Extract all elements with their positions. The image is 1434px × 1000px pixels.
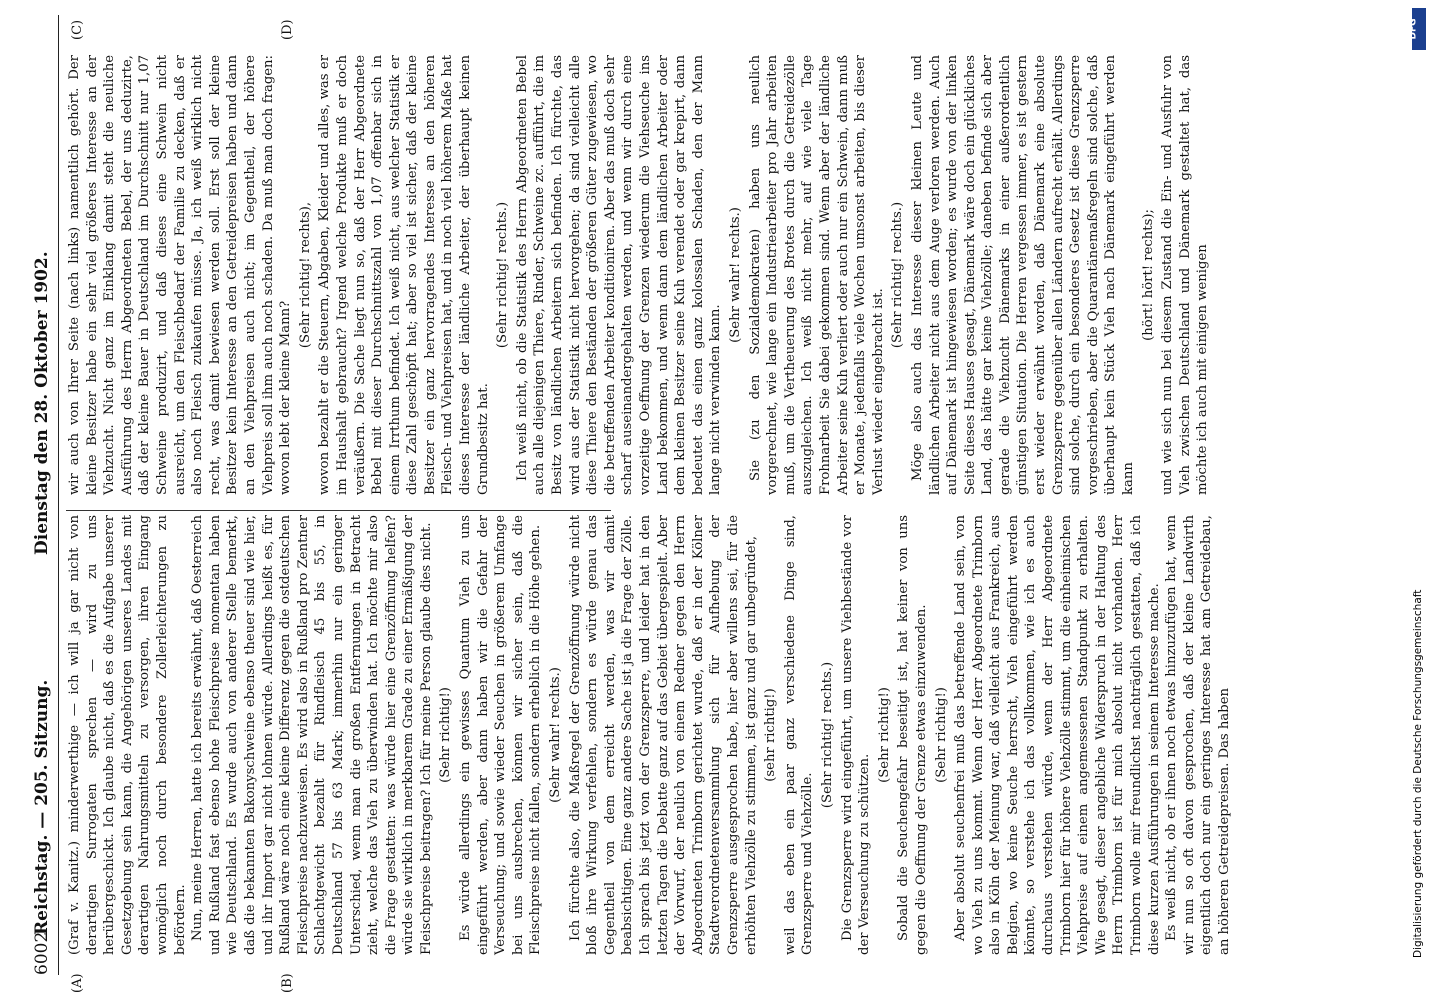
paragraph: wir auch von Ihrer Seite (nach links) namentlich gehört. Der kleine Besitzer habe ein sehr viel größeres Interesse an der Viehzucht. Nicht ganz im Einklang damit steht die neuliche Ausführung des Herrn Abgeordneten Bebel, der uns deduzirte, daß der kleine Bauer in Deutschland im Durchschnitt nur 1,07 Schweine produzirt, und daß dieses eine Schwein nicht ausreicht, um den Fleischbedarf der Familie zu decken, daß er also noch Fleisch zukaufen müsse. Ja, ich weiß wirklich nicht recht, was damit bewiesen werden soll. Erst soll der kleine Besitzer kein Interesse an den Getreidepreisen haben und dann an den Viehpreisen auch nicht; im Gegentheil, der höhere Viehpreis soll ihm auch noch schaden. Da muß man doch fragen: wovon lebt der kleine Mann? xyxy=(67,55,294,495)
interjection: (Sehr richtig! rechts.) xyxy=(495,201,511,349)
header-rule xyxy=(58,15,59,975)
paragraph: Möge also auch das Interesse dieser kleinen Leute und ländlichen Arbeiter nicht aus dem Auge verloren werden. Auch auf Dänemark ist hingewiesen worden; es wurde von der linken Seite dieses Hauses gesagt, Dänemark wäre doch ein glückliches Land, das hätte gar keine Viehzölle; daneben befinde sich aber gerade die Viehzucht Dänemarks in einer außerordentlich günstigen Situation. Die Herren vergessen immer, es ist gestern erst wieder erwähnt worden, daß Dänemark eine absolute Grenzsperre gegenüber allen Ländern aufrecht erhält. Allerdings sind solche, durch ein besonderes Gesetz ist diese Grenzsperre vorgeschrieben, aber die Quarantänemaßregeln sind solche, daß überhaupt kein Stück Vieh nach Dänemark eingeführt werden kann xyxy=(909,55,1137,495)
margin-mark-d: (D) xyxy=(280,19,295,40)
page-header xyxy=(30,15,54,975)
paragraph: Sobald die Seuchengefahr beseitigt ist, hat keiner von uns gegen die Oeffnung der Grenze etwas einzuwenden. xyxy=(896,515,929,955)
interjection: (Sehr richtig! rechts), xyxy=(297,201,313,349)
paragraph: wovon bezahlt er die Steuern, Abgaben, Kleider und alles, was er im Haushalt gebraucht? Irgend welche Produkte muß er doch veräußern. Die Sache liegt nun so, daß der Herr Abgeordnete Bebel mit dieser Durchschnittszahl von 1,07 offenbar sich in einem Irrthum befindet. Ich weiß nicht, aus welcher Statistik er diese Zahl geschöpft hat; aber so viel ist sicher, daß der kleine Besitzer ein ganz hervorragendes Interesse an den höheren Fleisch- und Viehpreisen hat, und in noch viel höherem Maße hat dieses Interesse der ländliche Arbeiter, der überhaupt keinen Grundbesitz hat. xyxy=(317,55,491,495)
interjection: (Sehr richtig!) xyxy=(438,687,454,783)
margin-mark-c: (C) xyxy=(70,19,85,40)
header-date: Dienstag den 28. Oktober 1902. xyxy=(32,251,52,555)
page-number: 6002 xyxy=(32,931,52,975)
interjection: (Sehr wahr! rechts.) xyxy=(548,667,564,803)
column-divider xyxy=(66,510,611,511)
paragraph: Es würde allerdings ein gewisses Quantum Vieh zu uns eingeführt werden, aber dann haben wir die Gefahr der Verseuchung; und sowie wieder Seuchen in größerem Umfange bei uns ausbrechen, können wir sicher sein, daß die Fleischpreise nicht fallen, sondern erheblich in die Höhe gehen. xyxy=(458,515,544,955)
paragraph: Sie (zu den Sozialdemokraten) haben uns neulich vorgerechnet, wie lange ein Industriearbeiter pro Jahr arbeiten muß, um die Vertheuerung des Brotes durch die Getreidezölle auszugleichen. Ich weiß nicht mehr, auf wie viele Tage Frohnarbeit Sie dabei gekommen sind. Wenn aber der ländliche Arbeiter seine Kuh verliert oder auch nur ein Schwein, dann muß er Monate, jedenfalls viele Wochen umsonst arbeiten, bis dieser Verlust wieder eingebracht ist. xyxy=(747,55,886,495)
paragraph: Es weiß nicht, ob er ihnen noch etwas hinzuzufügen hat, wenn wir nun so oft davon gesprochen, daß der kleine Landwirth eigentlich doch nur ein geringes Interesse hat am Getreidebau, an höheren Getreidepreisen. Das haben xyxy=(1164,515,1232,955)
dfg-logo: DFG xyxy=(1412,8,1426,50)
interjection: (hört! hört! rechts); xyxy=(1140,209,1156,341)
paragraph: und wie sich nun bei diesem Zustand die Ein- und Ausfuhr von Vieh zwischen Deutschland und Dänemark gestaltet hat, das möchte ich auch mit einigen wenigen xyxy=(1160,55,1211,495)
text-column-left xyxy=(66,515,1234,955)
credit-text: Digitalisierung gefördert durch die Deutsche Forschungsgemeinschaft xyxy=(1412,589,1424,958)
interjection: (Sehr richtig! rechts.) xyxy=(890,201,906,349)
paragraph: Ich weiß nicht, ob die Statistik des Herrn Abgeordneten Bebel auch alle diejenigen Thiere, Rinder, Schweine zc. aufführt, die im Besitz von ländlichen Arbeitern sich befinden. Ich fürchte, das wird aus der Statistik nicht hervorgehen; da sind vielleicht alle diese Thiere den Beständen der größeren Güter zugewiesen, wo die betreffenden Arbeiter konditioniren. Aber das muß doch sehr scharf auseinandergehalten werden, und wenn wir durch eine vorzeitige Oeffnung der Grenzen wiederum die Viehseuche ins Land bekommen, und wenn dann dem ländlichen Arbeiter oder dem kleinen Besitzer seine Kuh verendet oder gar krepirt, dann bedeutet das einen ganz kolossalen Schaden, den der Mann lange nicht verwinden kann. xyxy=(514,55,724,495)
text-column-right xyxy=(66,55,1212,495)
interjection: (Sehr richtig!) xyxy=(933,687,949,783)
interjection: (Sehr wahr! rechts.) xyxy=(727,207,743,343)
paragraph: (Graf v. Kanitz.) minderwerthige — ich will ja gar nicht von derartigen Surrogaten sprechen — wird zu uns herübergeschickt. Ich glaube nicht, daß es die Aufgabe unserer Gesetzgebung sein kann, die Angehörigen unseres Landes mit derartigen Nahrungsmitteln zu versorgen, ihren Eingang womöglich noch durch besondere Zollerleichterungen zu befördern. xyxy=(67,515,188,955)
paragraph: weil das eben ein paar ganz verschiedene Dinge sind, Grenzsperre und Viehzölle. xyxy=(782,515,816,955)
digitization-credit xyxy=(1408,8,1428,1000)
header-session-title: Reichstag. — 205. Sitzung. xyxy=(32,679,52,935)
paragraph: Ich fürchte also, die Maßregel der Grenzöffnung würde nicht bloß ihre Wirkung verfehlen, sondern es würde genau das Gegentheil von dem erreicht werden, was wir damit beabsichtigen. Eine ganz andere Sache ist ja die Frage der Zölle. Ich sprach bis jetzt von der Grenzsperre, und leider hat in den letzten Tagen die Debatte ganz auf das Gebiet übergespielt. Aber der Vorwurf, der neulich von einem Redner gegen den Herrn Abgeordneten Trimborn gerichtet wurde, daß er in der Kölner Stadtverordnetenversammlung sich für Aufhebung der Grenzsperre ausgesprochen habe, hier aber willens sei, für die erhöhten Viehzölle zu stimmen, ist ganz und gar unbegründet, xyxy=(567,515,759,955)
rotated-page-content xyxy=(30,15,1380,993)
interjection: (Sehr richtig! rechts.) xyxy=(819,661,835,809)
interjection: (sehr richtig!) xyxy=(763,688,779,782)
margin-mark-a: (A) xyxy=(70,973,85,993)
paragraph: Aber absolut seuchenfrei muß das betreffende Land sein, von wo Vieh zu uns kommt. Wenn der Herr Abgeordnete Trimborn also in Köln der Meinung war, daß vielleicht aus Frankreich, aus Belgien, wo keine Seuche herrscht, Vieh eingeführt werden könnte, so verstehe ich das vollkommen, wie ich es auch durchaus verstehen würde, wenn der Herr Abgeordnete Trimborn hier für höhere Viehzölle stimmt, um die einheimischen Viehpreise auf einem angemessenen Standpunkt zu erhalten. Wie gesagt, dieser angebliche Widerspruch in der Haltung des Herrn Trimborn ist für mich absolut nicht vorhanden. Herr Trimborn wolle mir freundlichst nachträglich gestatten, daß ich diese kurzen Ausführungen in seinem Interesse mache. xyxy=(953,515,1162,955)
margin-mark-b: (B) xyxy=(280,973,295,993)
paragraph: Die Grenzsperre wird eingeführt, um unsere Viehbestände vor der Verseuchung zu schützen. xyxy=(839,515,873,955)
interjection: (Sehr richtig!) xyxy=(876,687,892,783)
paragraph: Nun, meine Herren, hatte ich bereits erwähnt, daß Oesterreich und Rußland fast ebenso hohe Fleischpreise momentan haben wie Deutschland. Es wurde auch von anderer Stelle bemerkt, daß die bekannten Bakonyschweine ebenso theuer sind wie hier, und ihr Import gar nicht lohnen würde. Allerdings heißt es, für Rußland wäre noch eine kleine Differenz gegen die ostdeutschen Fleischpreise nachzuweisen. Es wird also in Rußland pro Zentner Schlachtgewicht bezahlt für Rindfleisch 45 bis 55, in Deutschland 57 bis 63 Mark; immerhin nur ein geringer Unterschied, wenn man die großen Entfernungen in Betracht zieht, welche das Vieh zu überwinden hat. Ich möchte mir also die Frage gestatten: was würde hier eine Grenzöffnung helfen? würde sie wirklich in merkbarem Grade zu einer Ermäßigung der Fleischpreise beitragen? Ich für meine Person glaube dies nicht. xyxy=(190,515,434,955)
